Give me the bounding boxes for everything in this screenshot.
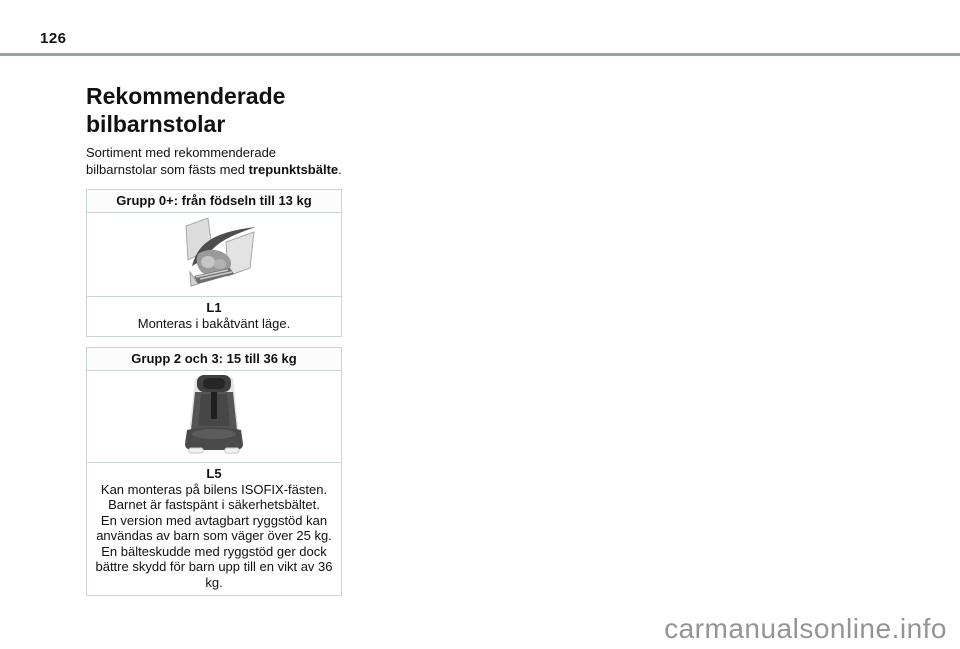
table-row [87, 190, 342, 213]
page-title-line1: Rekommenderade [86, 83, 286, 109]
header-divider-rule [0, 53, 960, 56]
infant-carrier-illustration [168, 214, 260, 290]
group23-image-cell [87, 371, 342, 463]
page-title [86, 82, 342, 138]
group23-table-header: Grupp 2 och 3: 15 till 36 kg [87, 348, 342, 371]
table-row [87, 463, 342, 596]
intro-paragraph [86, 144, 342, 178]
seat-note-line: Barnet är fastspänt i säkerhetsbältet. [108, 497, 320, 512]
group0-seat-table [86, 189, 342, 337]
seat-code-label: L1 [206, 300, 222, 315]
table-row [87, 297, 342, 337]
article-column [86, 82, 342, 606]
intro-period: . [338, 162, 342, 177]
group23-caption-cell [87, 463, 342, 596]
booster-seat-illustration [181, 372, 247, 456]
seat-note-line: Monteras i bakåtvänt läge. [137, 315, 291, 331]
page-title-line2: bilbarnstolar [86, 111, 226, 137]
intro-bold-term: trepunktsbälte [248, 162, 339, 177]
table-row [87, 348, 342, 371]
seat-note-line: Kan monteras på bilens ISOFIX-fästen. [100, 481, 328, 497]
watermark-text: carmanualsonline.info [664, 613, 947, 644]
seat-code-label: L5 [206, 466, 222, 481]
group0-image-cell [87, 213, 342, 297]
intro-text: Sortiment med rekommenderade bilbarnstolar som fästs med [86, 145, 277, 177]
page-number: 126 [40, 30, 67, 47]
group0-table-header: Grupp 0+: från födseln till 13 kg [87, 190, 342, 213]
seat-note-line: En version med avtagbart ryggstöd kan användas av barn som väger över 25 kg. En bälteskudde med ryggstöd ger dock bättre skydd för barn upp till en vikt av 36 kg. [95, 512, 333, 590]
table-row [87, 213, 342, 297]
group23-seat-table [86, 347, 342, 596]
group0-caption-cell [87, 297, 342, 337]
table-row [87, 371, 342, 463]
